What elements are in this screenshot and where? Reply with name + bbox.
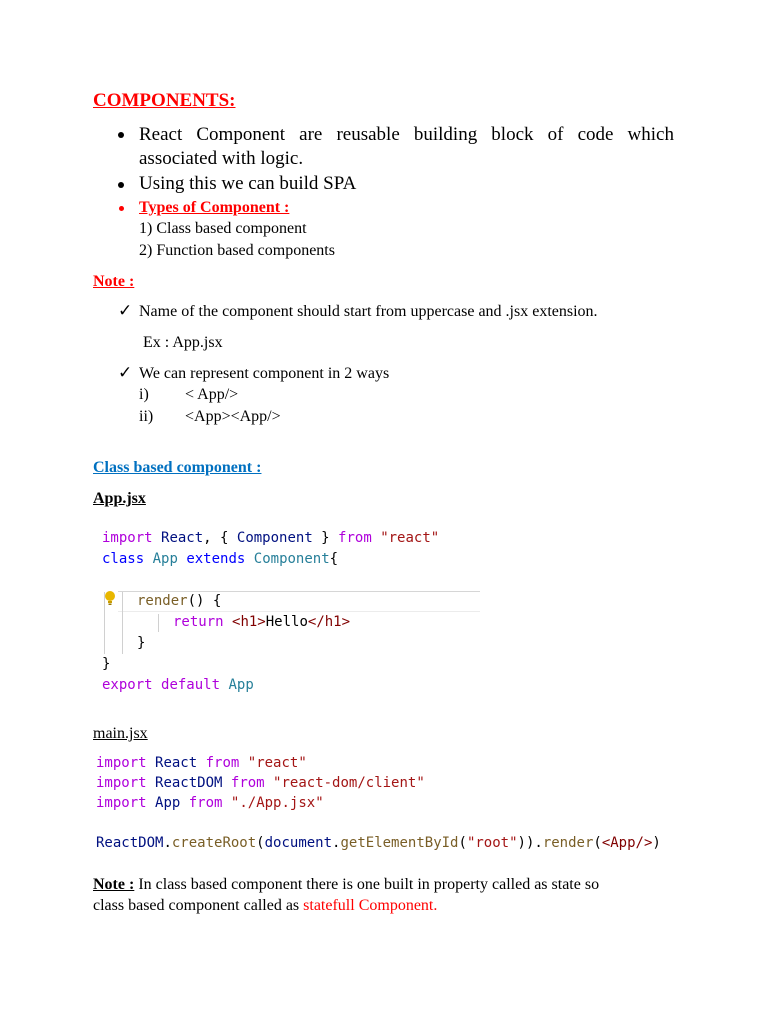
page-heading: COMPONENTS: bbox=[93, 90, 236, 111]
way-2-text: <App><App/> bbox=[185, 408, 281, 425]
bullet-icon bbox=[118, 182, 124, 188]
code-line: export default App bbox=[102, 677, 254, 693]
bullet-icon bbox=[118, 132, 124, 138]
note-2-label: Note : bbox=[93, 876, 135, 893]
code-line: } bbox=[102, 656, 111, 672]
bullet-1-line-2: associated with logic. bbox=[139, 148, 304, 169]
type-item-2: 2) Function based components bbox=[139, 242, 335, 259]
way-2-num: ii) bbox=[139, 408, 154, 425]
code-separator bbox=[118, 591, 480, 592]
example-text: Ex : App.jsx bbox=[143, 334, 223, 351]
note-2-text: In class based component there is one built in property called as state so bbox=[134, 876, 600, 893]
type-item-1: 1) Class based component bbox=[139, 220, 307, 237]
code-line: return <h1>Hello</h1> bbox=[173, 614, 351, 630]
types-of-component-label: Types of Component : bbox=[139, 199, 290, 216]
code-line: import ReactDOM from "react-dom/client" bbox=[96, 775, 425, 791]
code-line: import React from "react" bbox=[96, 755, 307, 771]
way-1-text: < App/> bbox=[185, 386, 239, 403]
code-line: render() { bbox=[137, 593, 222, 609]
code-line: import React, { Component } from "react" bbox=[102, 530, 440, 546]
note-2-text-2: class based component called as bbox=[93, 897, 304, 914]
note-check-1: Name of the component should start from uppercase and .jsx extension. bbox=[139, 303, 598, 320]
checkmark-icon: ✓ bbox=[118, 301, 133, 320]
lightbulb-icon[interactable] bbox=[103, 590, 117, 608]
statefull-component-text: statefull Component. bbox=[303, 897, 438, 914]
indent-guide bbox=[158, 614, 159, 632]
note-label: Note : bbox=[93, 273, 135, 290]
code-separator bbox=[118, 611, 480, 612]
main-jsx-label: main.jsx bbox=[93, 725, 148, 742]
app-jsx-label: App.jsx bbox=[93, 490, 146, 507]
code-line: import App from "./App.jsx" bbox=[96, 795, 324, 811]
note-check-2: We can represent component in 2 ways bbox=[139, 365, 390, 382]
code-line: } bbox=[137, 635, 146, 651]
way-1-num: i) bbox=[139, 386, 149, 403]
class-based-title: Class based component : bbox=[93, 459, 262, 476]
note-2-line-2 bbox=[93, 897, 437, 915]
bullet-1-line-1 bbox=[139, 124, 674, 146]
code-line: ReactDOM.createRoot(document.getElementById("root")).render(<App/>) bbox=[96, 835, 661, 851]
indent-guide bbox=[122, 592, 123, 654]
note-2-line-1 bbox=[93, 876, 599, 894]
code-line: class App extends Component{ bbox=[102, 551, 339, 567]
checkmark-icon: ✓ bbox=[118, 363, 133, 382]
bullet-icon bbox=[119, 206, 124, 211]
bullet-2-text: Using this we can build SPA bbox=[139, 173, 357, 194]
bullet-1-text: React Component are reusable building block of code which bbox=[139, 124, 674, 145]
